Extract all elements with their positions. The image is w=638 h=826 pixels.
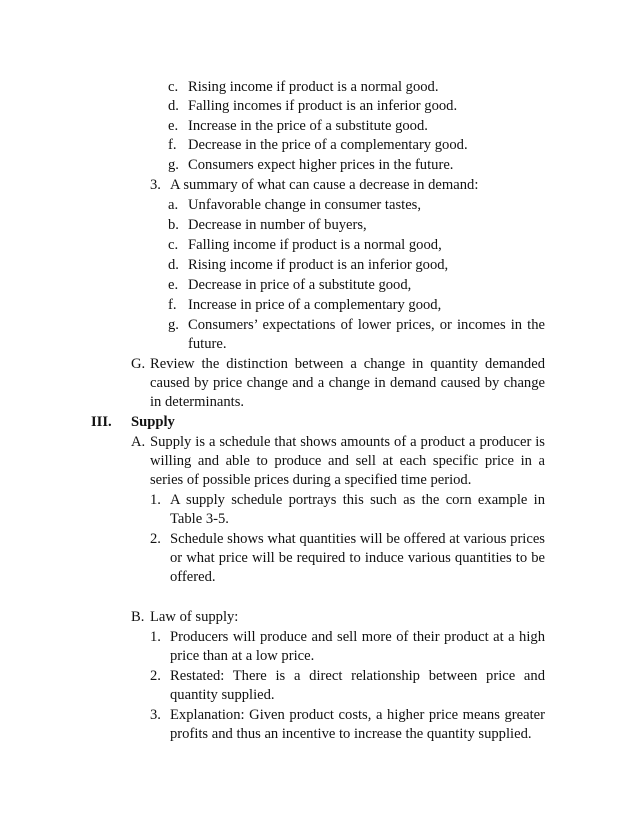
list-item: Unfavorable change in consumer tastes, (188, 197, 422, 213)
list-item: Decrease in the price of a complementary good. (188, 137, 468, 153)
paragraph-line: or what price will be required to induce various quantities to be (170, 550, 545, 566)
list-marker: c. (168, 237, 179, 253)
section-numeral: III. (91, 414, 112, 430)
item-number: 1. (150, 492, 161, 508)
item-number: 3. (150, 177, 161, 193)
paragraph-line: profits and thus an incentive to increase the quantity supplied. (170, 726, 532, 742)
list-item: Increase in the price of a substitute good. (188, 118, 428, 134)
list-marker: d. (168, 257, 179, 273)
list-marker: g. (168, 157, 179, 173)
list-marker: e. (168, 118, 179, 134)
list-item: Decrease in number of buyers, (188, 217, 367, 233)
paragraph-line: quantity supplied. (170, 687, 275, 703)
item-number: 2. (150, 531, 161, 547)
paragraph-line: Table 3-5. (170, 511, 229, 527)
list-item: Increase in price of a complementary good, (188, 297, 442, 313)
paragraph-line: Schedule shows what quantities will be offered at various prices (170, 531, 545, 547)
list-marker: c. (168, 79, 179, 95)
paragraph-line: willing and able to produce and sell at each specific price in a (150, 453, 545, 469)
list-item: Rising income if product is a normal good. (188, 79, 439, 95)
list-marker: e. (168, 277, 179, 293)
item-letter: A. (131, 434, 146, 450)
item-number: 3. (150, 707, 161, 723)
item-letter: G. (131, 356, 146, 372)
paragraph-line: price than at a low price. (170, 648, 315, 664)
list-marker: f. (168, 137, 177, 153)
list-marker: a. (168, 197, 179, 213)
list-marker: b. (168, 217, 179, 233)
paragraph-line: Review the distinction between a change in quantity demanded (150, 356, 545, 372)
list-item: Rising income if product is an inferior good, (188, 257, 449, 273)
list-item: Consumers expect higher prices in the future. (188, 157, 454, 173)
paragraph-line: caused by price change and a change in demand caused by change (150, 375, 545, 391)
paragraph-line: Explanation: Given product costs, a higher price means greater (170, 707, 545, 723)
item-text: Law of supply: (150, 609, 239, 625)
paragraph-line: offered. (170, 569, 216, 585)
list-item: Falling incomes if product is an inferior good. (188, 98, 458, 114)
list-item: Consumers’ expectations of lower prices, or incomes in the (188, 317, 545, 333)
item-text: A summary of what can cause a decrease in demand: (170, 177, 479, 193)
section-title: Supply (131, 414, 175, 430)
list-marker: f. (168, 297, 177, 313)
item-number: 1. (150, 629, 161, 645)
item-number: 2. (150, 668, 161, 684)
paragraph-line: series of possible prices during a specified time period. (150, 472, 472, 488)
item-letter: B. (131, 609, 145, 625)
paragraph-line: in determinants. (150, 394, 245, 410)
paragraph-line: A supply schedule portrays this such as the corn example in (170, 492, 545, 508)
list-item-continued: future. (188, 336, 227, 352)
paragraph-line: Restated: There is a direct relationship between price and (170, 668, 545, 684)
paragraph-line: Producers will produce and sell more of their product at a high (170, 629, 545, 645)
list-item: Falling income if product is a normal good, (188, 237, 442, 253)
list-marker: d. (168, 98, 179, 114)
list-marker: g. (168, 317, 179, 333)
paragraph-line: Supply is a schedule that shows amounts of a product a producer is (150, 434, 545, 450)
list-item: Decrease in price of a substitute good, (188, 277, 412, 293)
